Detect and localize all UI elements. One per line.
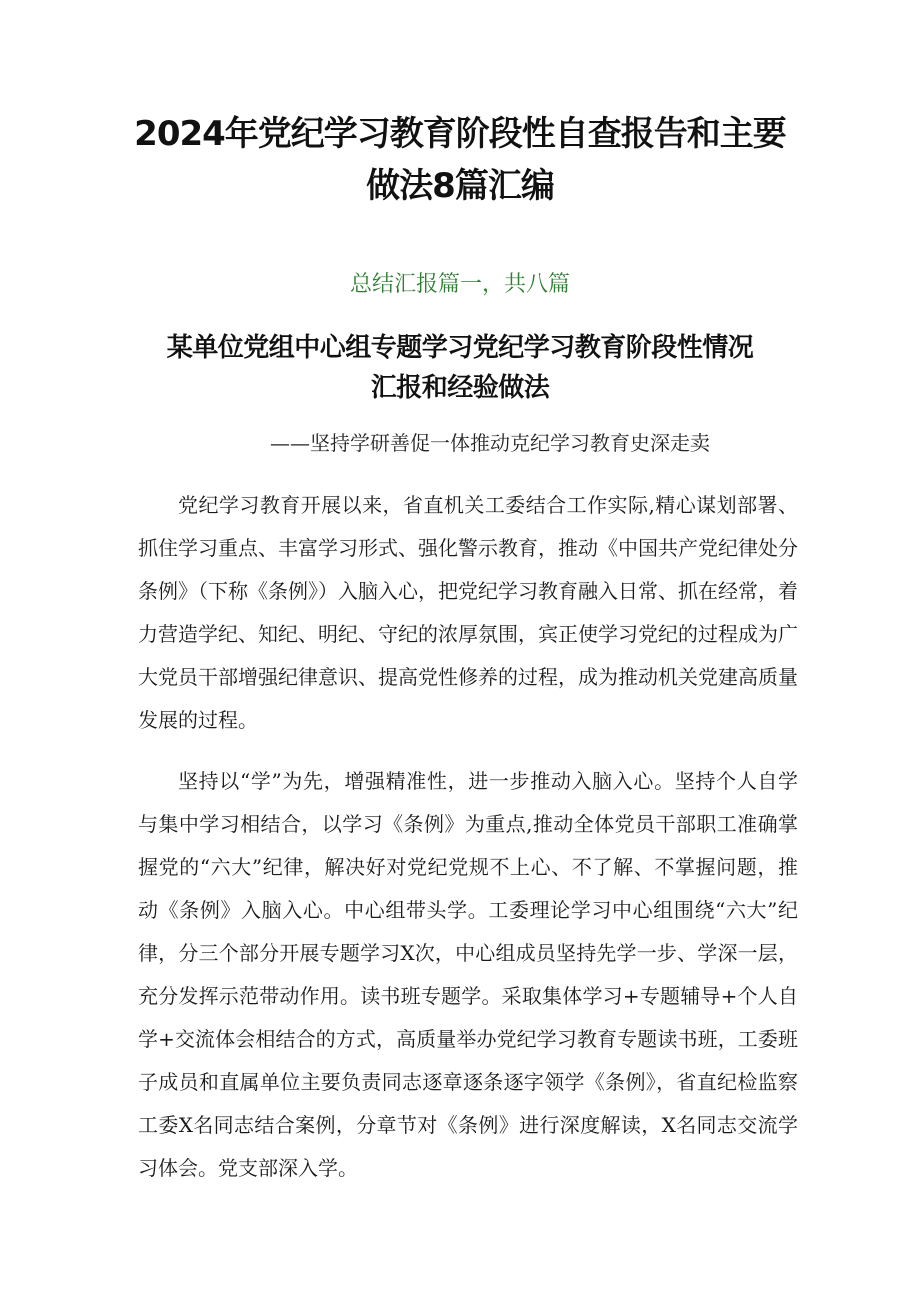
main-title: 2024年党纪学习教育阶段性自查报告和主要做法8篇汇编 <box>134 114 786 206</box>
body-paragraph-2: 坚持以“学”为先，增强精准性，进一步推动入脑入心。坚持个人自学与集中学习相结合，以学习《条例》为重点,推动全体党员干部职工准确掌握党的“六大”纪律，解决好对党纪党规不上心、不了解、不掌握问题，推动《条例》入脑入心。中心组带头学。工委理论学习中心组围绕“六大”纪律，分三个部分开展专题学习X次，中心组成员坚持先学一步、学深一层，充分发挥示范带动作用。读书班专题学。采取集体学习+专题辅导+个人自学+交流体会相结合的方式，高质量举办党纪学习教育专题读书班，工委班子成员和直属单位主要负责同志逐章逐条逐字领学《条例》，省直纪检监察工委X名同志结合案例，分章节对《条例》进行深度解读，X名同志交流学习体会。党支部深入学。 <box>138 769 798 1180</box>
body-paragraph-1: 党纪学习教育开展以来，省直机关工委结合工作实际,精心谋划部署、抓住学习重点、丰富学习形式、强化警示教育，推动《中国共产党纪律处分条例》（下称《条例》）入脑入心，把党纪学习教育融入日常、抓在经常，着力营造学纪、知纪、明纪、守纪的浓厚氛围，宾正使学习党纪的过程成为广大党员干部增强纪律意识、提高党性修养的过程，成为推动机关党建高质量发展的过程。 <box>138 493 798 732</box>
subtitle-slogan: ——坚持学研善促一体推动克纪学习教育史深走卖 <box>270 431 710 455</box>
sub-title: 某单位党组中心组专题学习党纪学习教育阶段性情况汇报和经验做法 <box>166 333 754 403</box>
section-label: 总结汇报篇一，共八篇 <box>349 272 570 297</box>
